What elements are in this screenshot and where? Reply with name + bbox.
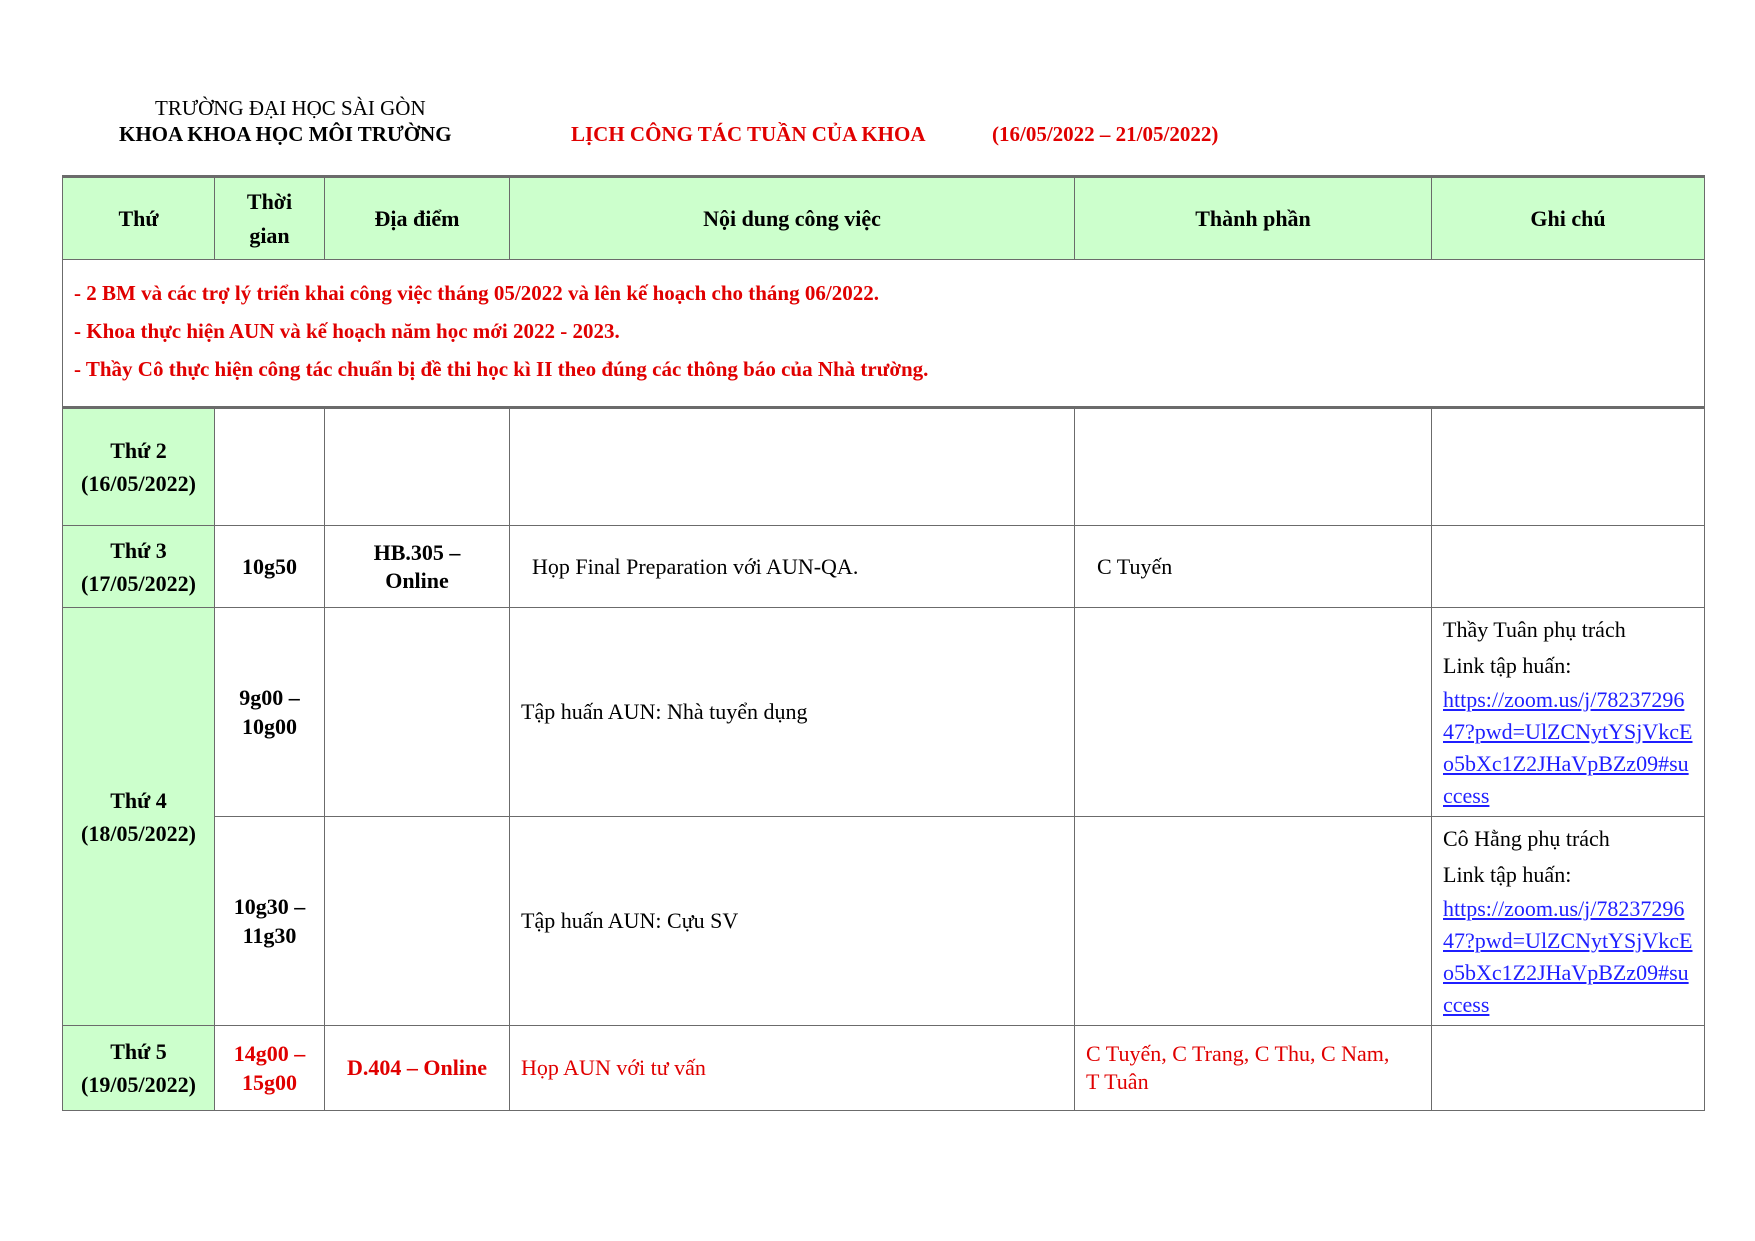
zoom-link[interactable]: https://zoom.us/j/7823729647?pwd=UlZCNytYSjVkcEo5bXc1Z2JHaVpBZz09#success (1443, 896, 1693, 1017)
table-row-monday (63, 408, 1705, 526)
notes-cell (1432, 526, 1705, 608)
notes-cell (1432, 408, 1705, 526)
members-cell: C Tuyến, C Trang, C Thu, C Nam, T Tuân (1075, 1026, 1432, 1111)
notes-cell (1432, 608, 1705, 817)
time-line2: 11g30 (242, 923, 297, 948)
members-cell (1075, 408, 1432, 526)
members-cell (1075, 817, 1432, 1026)
zoom-link[interactable]: https://zoom.us/j/7823729647?pwd=UlZCNytYSjVkcEo5bXc1Z2JHaVpBZz09#success (1443, 687, 1693, 808)
place-line2: Online (385, 567, 449, 593)
table-header-row (63, 177, 1705, 260)
general-note-3: - Thầy Cô thực hiện công tác chuẩn bị đề thi học kì II theo đúng các thông báo của Nhà trường. (74, 357, 929, 381)
time-line1: 14g00 – (233, 1041, 306, 1066)
table-row-wednesday-1 (63, 608, 1705, 817)
schedule-title: LỊCH CÔNG TÁC TUẦN CỦA KHOA (571, 122, 926, 146)
day-date: (16/05/2022) (81, 471, 196, 496)
day-date: (19/05/2022) (81, 1072, 196, 1097)
general-note-1: - 2 BM và các trợ lý triển khai công việc tháng 05/2022 và lên kế hoạch cho tháng 06/2022. (74, 281, 879, 305)
weekly-schedule-table (62, 175, 1705, 1111)
content-cell: Họp AUN với tư vấn (510, 1026, 1075, 1111)
day-date: (17/05/2022) (81, 570, 196, 596)
place-line1: HB.305 – (373, 539, 461, 565)
note-lead: Thầy Tuân phụ trách (1443, 617, 1626, 642)
day-name: Thứ 4 (110, 787, 167, 813)
general-notes-row (63, 260, 1705, 408)
members-cell: C Tuyến (1075, 526, 1432, 608)
faculty-name: KHOA KHOA HỌC MÔI TRƯỜNG (119, 122, 452, 146)
members-cell (1075, 608, 1432, 817)
notes-cell (1432, 817, 1705, 1026)
day-cell-wednesday (63, 608, 215, 1026)
general-note-2: - Khoa thực hiện AUN và kế hoạch năm học mới 2022 - 2023. (74, 319, 620, 343)
time-cell (215, 608, 325, 817)
time-cell (215, 408, 325, 526)
university-name: TRƯỜNG ĐẠI HỌC SÀI GÒN (155, 96, 426, 120)
table-row-wednesday-2 (63, 817, 1705, 1026)
time-cell (215, 1026, 325, 1111)
time-line2: 15g00 (242, 1070, 297, 1095)
day-date: (18/05/2022) (81, 820, 196, 846)
day-name: Thứ 2 (110, 438, 167, 463)
col-header-time (215, 177, 325, 260)
time-line1: 10g30 – (233, 894, 306, 919)
note-lead: Cô Hằng phụ trách (1443, 826, 1610, 851)
content-cell (510, 408, 1075, 526)
col-header-time-line2: gian (249, 222, 290, 248)
place-cell: D.404 – Online (325, 1026, 510, 1111)
col-header-place: Địa điểm (325, 177, 510, 260)
day-cell-tuesday (63, 526, 215, 608)
notes-cell (1432, 1026, 1705, 1111)
schedule-date-range: (16/05/2022 – 21/05/2022) (992, 122, 1219, 146)
time-cell: 10g50 (215, 526, 325, 608)
time-line1: 9g00 – (239, 685, 300, 710)
general-notes-cell (63, 260, 1705, 408)
place-cell (325, 817, 510, 1026)
table-row-tuesday (63, 526, 1705, 608)
content-cell: Tập huấn AUN: Nhà tuyển dụng (510, 608, 1075, 817)
time-line2: 10g00 (242, 714, 297, 739)
col-header-members: Thành phần (1075, 177, 1432, 260)
col-header-notes: Ghi chú (1432, 177, 1705, 260)
time-cell (215, 817, 325, 1026)
content-cell: Tập huấn AUN: Cựu SV (510, 817, 1075, 1026)
col-header-time-line1: Thời (246, 188, 293, 214)
note-link-label: Link tập huấn: (1443, 862, 1572, 887)
note-link-label: Link tập huấn: (1443, 653, 1572, 678)
day-cell-monday (63, 408, 215, 526)
place-cell (325, 408, 510, 526)
place-cell (325, 526, 510, 608)
content-cell: Họp Final Preparation với AUN-QA. (510, 526, 1075, 608)
table-row-thursday (63, 1026, 1705, 1111)
day-name: Thứ 3 (110, 537, 167, 563)
day-cell-thursday (63, 1026, 215, 1111)
col-header-day: Thứ (63, 177, 215, 260)
place-cell (325, 608, 510, 817)
col-header-content: Nội dung công việc (510, 177, 1075, 260)
day-name: Thứ 5 (110, 1039, 167, 1064)
